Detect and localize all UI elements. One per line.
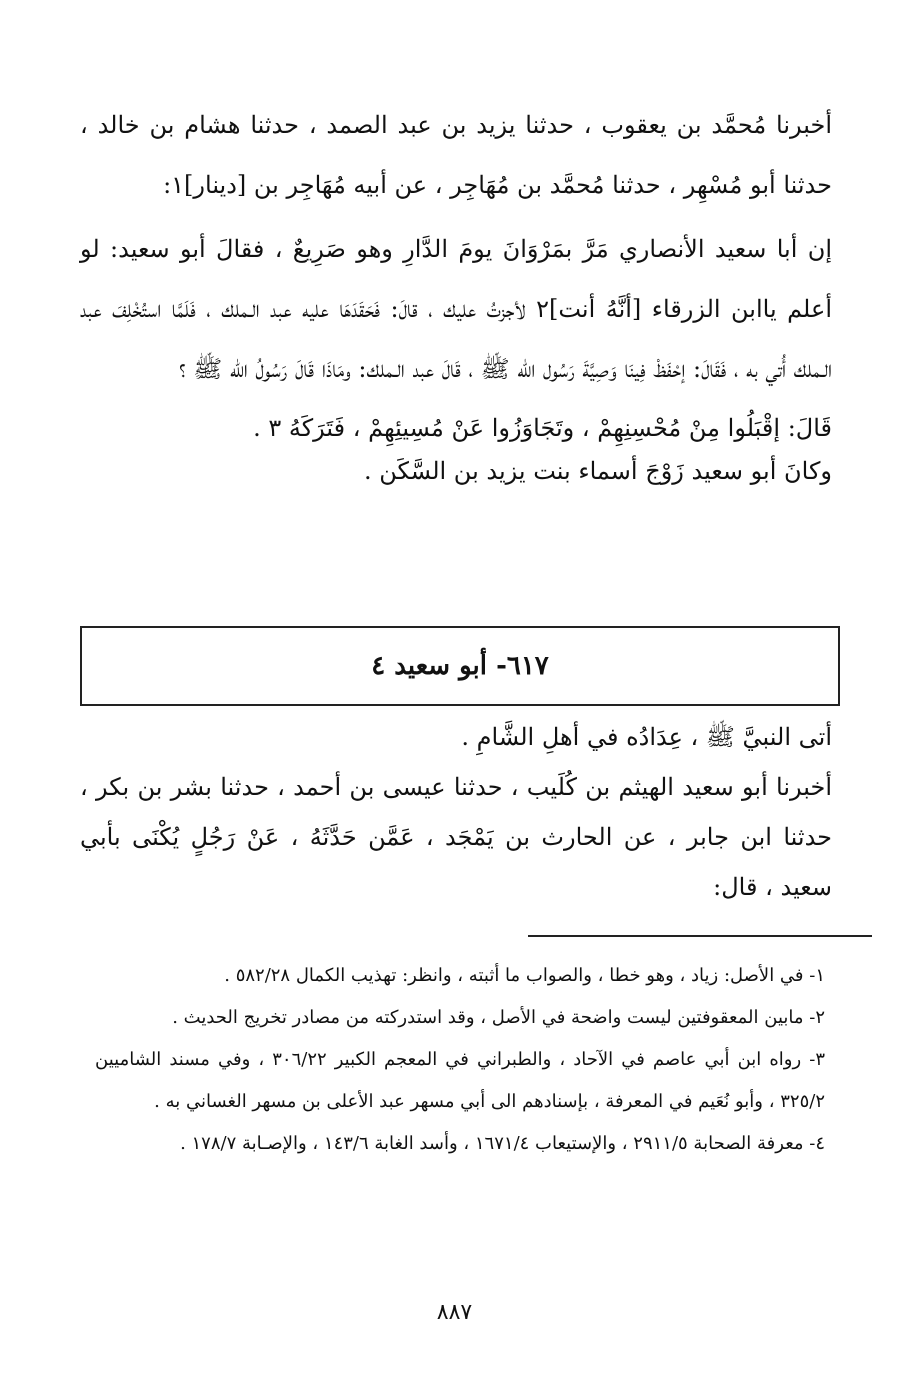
footnote-3: ٣- رواه ابن أبي عاصم في الآحاد ، والطبراني في المعجم الكبير ٣٠٦/٢٢ ، وفي مسند الشاميين ٣٢٥/٢ ، وأبو نُعَيم في المعرفة ، بإسنادهم الى أبي مسهر عبد الأعلى بن مسهر الغساني به . <box>95 1049 826 1112</box>
footnote-2: ٢- مابين المعقوفتين ليست واضحة في الأصل ، وقد استدركته من مصادر تخريج الحديث . <box>172 1007 825 1028</box>
entry-616-text <box>80 95 832 491</box>
footnote-4: ٤- معرفة الصحابة ٢٩١١/٥ ، والإستيعاب ١٦٧١/٤ ، وأسد الغابة ١٤٣/٦ ، والإصـابة ١٧٨/٧ . <box>180 1133 825 1154</box>
hadith-paragraph: إن أبا سعيد الأنصاري مَرَّ بمَرْوَانَ يومَ الدَّارِ وهو صَرِيعٌ ، فقالَ أبو سعيد: لو أعلم ياابن الزرقاء [أنَّهُ أنت]٢ لأجزتُ عليك ، قالَ: فَحَقَدَهَا عليه عبد الـملك ، فَلَمَّا استُخْلِفَ عبد الـملك أُتي به ، فَقَالَ: إحْفَظْ فِينَا وَصِيَّةَ رَسُول الله ﷺ ، قَالَ عبد الـملك: ومَاذَا قَالَ رَسُولُ الله ﷺ ؟ <box>80 235 832 383</box>
intro-paragraph: أتى النبيَّ ﷺ ، عِدَادُه في أهلِ الشَّامِ . <box>461 723 832 751</box>
footnote-separator <box>528 935 872 937</box>
isnad-paragraph: أخبرنا مُحمَّد بن يعقوب ، حدثنا يزيد بن عبد الصمد ، حدثنا هشام بن خالد ، حدثنا أبو مُسْهِر ، حدثنا مُحمَّد بن مُهَاجِر ، عن أبيه مُهَاجِر بن [دينار]١: <box>80 111 833 199</box>
entry-617-text <box>80 712 832 912</box>
entry-617-heading-box <box>80 626 840 706</box>
page-number: ٨٨٧ <box>436 1300 473 1325</box>
footnote-1: ١- في الأصل: زياد ، وهو خطا ، والصواب ما أثبته ، وانظر: تهذيب الكمال ٥٨٢/٢٨ . <box>224 965 825 986</box>
wife-note-paragraph: وكانَ أبو سعيد زَوْجَ أسماء بنت يزيد بن السَّكَن . <box>364 457 832 485</box>
narration-paragraph: أخبرنا أبو سعيد الهيثم بن كُلَيب ، حدثنا عيسى بن أحمد ، حدثنا بشر بن بكر ، حدثنا ابن جابر ، عن الحارث بن يَمْجَد ، عَمَّن حَدَّثَهُ ، عَنْ رَجُلٍ يُكْنَى بأبي سعيد ، قال: <box>80 773 832 901</box>
entry-617-heading: ٦١٧- أبو سعيد ٤ <box>371 651 549 681</box>
footnotes <box>95 955 825 1165</box>
quote-paragraph: قَالَ: إقْبَلُوا مِنْ مُحْسِنِهِمْ ، وتَجَاوَزُوا عَنْ مُسِيئِهِمْ ، فَتَرَكَهُ ٣ . <box>253 414 832 442</box>
